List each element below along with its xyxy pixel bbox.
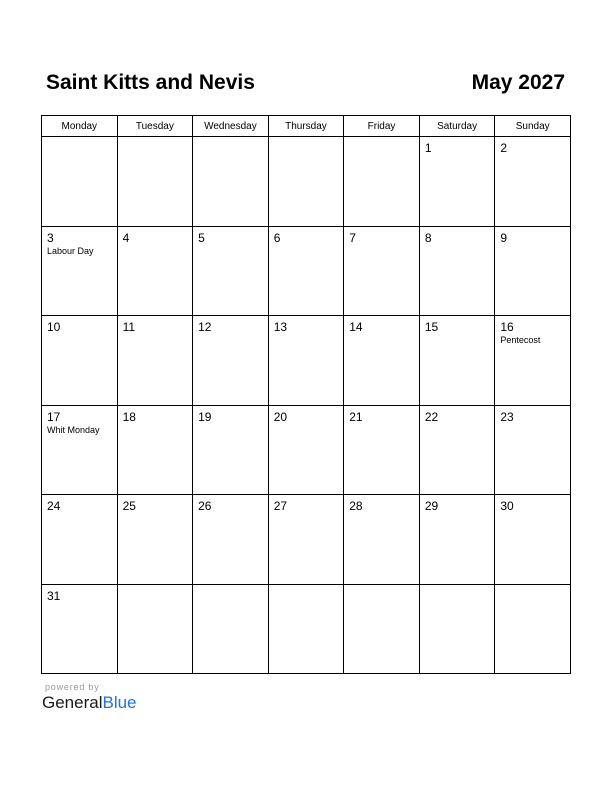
empty-day-cell bbox=[193, 137, 269, 227]
day-cell bbox=[495, 137, 571, 227]
day-number: 12 bbox=[198, 320, 212, 334]
empty-day-cell bbox=[344, 137, 420, 227]
day-cell bbox=[193, 316, 269, 406]
day-number: 4 bbox=[122, 230, 130, 245]
day-cell bbox=[419, 316, 495, 406]
empty-day-cell bbox=[344, 584, 420, 674]
day-cell bbox=[117, 405, 193, 495]
day-number: 13 bbox=[273, 320, 288, 334]
day-cell bbox=[344, 316, 420, 406]
empty-day-cell bbox=[495, 584, 571, 674]
day-cell bbox=[419, 405, 495, 495]
weekday-sunday: Sunday bbox=[495, 116, 571, 137]
day-number: 18 bbox=[122, 409, 136, 424]
day-cell bbox=[344, 405, 420, 495]
day-number: 9 bbox=[500, 230, 508, 245]
day-number: 3 bbox=[47, 230, 54, 245]
empty-day-cell bbox=[193, 584, 269, 674]
day-cell bbox=[193, 405, 269, 495]
week-row bbox=[42, 405, 571, 495]
day-cell bbox=[268, 495, 344, 585]
empty-day-cell bbox=[42, 137, 118, 227]
empty-day-cell bbox=[268, 137, 344, 227]
day-cell bbox=[495, 316, 571, 406]
day-number: 5 bbox=[198, 230, 205, 245]
calendar-body bbox=[42, 137, 571, 674]
day-number: 2 bbox=[500, 141, 508, 155]
empty-day-cell bbox=[117, 584, 193, 674]
day-cell bbox=[42, 495, 118, 585]
day-cell bbox=[419, 226, 495, 316]
day-number: 28 bbox=[349, 499, 363, 513]
day-number: 16 bbox=[500, 320, 514, 334]
day-number: 7 bbox=[349, 230, 356, 245]
day-cell bbox=[495, 405, 571, 495]
day-cell bbox=[42, 584, 118, 674]
day-cell bbox=[42, 316, 118, 406]
day-number: 6 bbox=[273, 230, 281, 245]
day-number: 21 bbox=[349, 409, 363, 424]
day-cell bbox=[117, 316, 193, 406]
day-number: 10 bbox=[47, 320, 61, 334]
day-number: 20 bbox=[273, 409, 288, 424]
day-number: 31 bbox=[47, 588, 61, 603]
day-cell bbox=[117, 226, 193, 316]
week-row bbox=[42, 316, 571, 406]
day-cell bbox=[344, 226, 420, 316]
month-title: May 2027 bbox=[471, 71, 565, 94]
day-cell bbox=[495, 495, 571, 585]
holiday-label: Whit Monday bbox=[47, 424, 100, 435]
day-number: 25 bbox=[122, 499, 136, 513]
holiday-label: Labour Day bbox=[47, 245, 94, 256]
week-row bbox=[42, 137, 571, 227]
day-cell bbox=[193, 226, 269, 316]
day-number: 11 bbox=[122, 320, 136, 334]
brand-logo bbox=[42, 693, 137, 713]
empty-day-cell bbox=[117, 137, 193, 227]
day-number: 23 bbox=[500, 409, 514, 424]
day-number: 22 bbox=[424, 409, 439, 424]
day-number: 30 bbox=[500, 499, 514, 513]
day-cell bbox=[419, 137, 495, 227]
day-number: 26 bbox=[198, 499, 212, 513]
day-number: 1 bbox=[424, 141, 432, 155]
day-cell bbox=[268, 226, 344, 316]
day-number: 24 bbox=[47, 499, 61, 513]
day-cell bbox=[42, 405, 118, 495]
brand-name-blue: Blue bbox=[102, 693, 137, 712]
day-cell bbox=[268, 405, 344, 495]
weekday-friday: Friday bbox=[344, 116, 420, 137]
weekday-header-row bbox=[42, 116, 571, 137]
weekday-monday: Monday bbox=[42, 116, 118, 137]
weekday-tuesday: Tuesday bbox=[117, 116, 193, 137]
brand-name-general: General bbox=[42, 693, 103, 712]
day-number: 14 bbox=[349, 320, 363, 334]
country-title: Saint Kitts and Nevis bbox=[46, 71, 255, 94]
week-row bbox=[42, 584, 571, 674]
day-cell bbox=[495, 226, 571, 316]
day-number: 27 bbox=[273, 499, 288, 513]
day-cell bbox=[117, 495, 193, 585]
empty-day-cell bbox=[419, 584, 495, 674]
day-cell bbox=[344, 495, 420, 585]
day-cell bbox=[42, 226, 118, 316]
weekday-wednesday: Wednesday bbox=[193, 116, 269, 137]
weekday-thursday: Thursday bbox=[268, 116, 344, 137]
week-row bbox=[42, 226, 571, 316]
day-cell bbox=[268, 316, 344, 406]
day-number: 17 bbox=[47, 409, 61, 424]
day-number: 8 bbox=[424, 230, 432, 245]
empty-day-cell bbox=[268, 584, 344, 674]
day-number: 19 bbox=[198, 409, 212, 424]
weekday-saturday: Saturday bbox=[419, 116, 495, 137]
day-number: 29 bbox=[424, 499, 439, 513]
day-cell bbox=[193, 495, 269, 585]
holiday-label: Pentecost bbox=[500, 335, 541, 345]
powered-by-label: powered by bbox=[45, 682, 100, 692]
day-cell bbox=[419, 495, 495, 585]
calendar-grid bbox=[41, 115, 571, 674]
week-row bbox=[42, 495, 571, 585]
day-number: 15 bbox=[424, 320, 439, 334]
